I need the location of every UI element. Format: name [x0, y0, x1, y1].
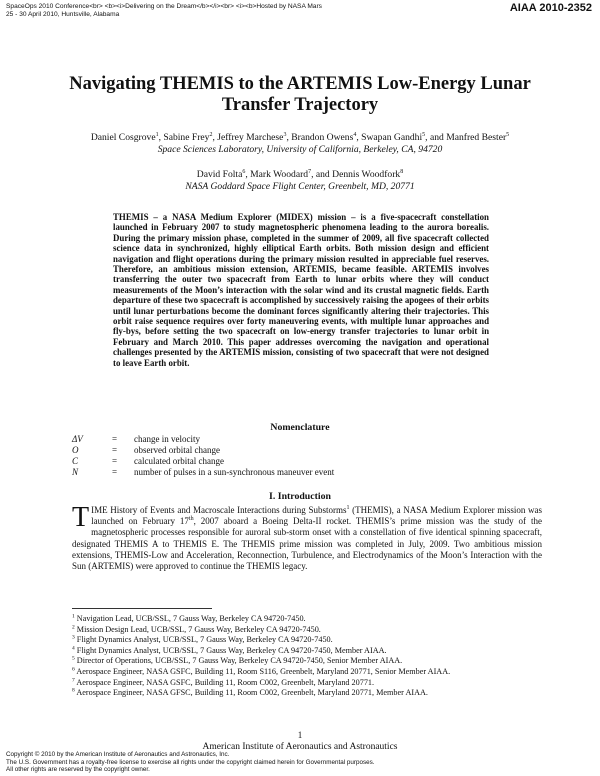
author-affil-mark: 2: [209, 131, 213, 138]
affiliation-1: Space Sciences Laboratory, University of California, Berkeley, CA, 94720: [157, 144, 443, 155]
nomenclature-symbol: C: [72, 456, 79, 466]
author-block-2: [0, 169, 600, 193]
author-affil-mark: 4: [353, 131, 357, 138]
footnote-number: 5: [72, 655, 75, 662]
author-separator: ,: [158, 132, 164, 143]
author-separator: ,: [212, 132, 218, 143]
conference-line-2: 25 - 30 April 2010, Huntsville, Alabama: [6, 11, 120, 18]
nomenclature-row: [72, 434, 200, 445]
intro-text-start: IME History of Events and Macroscale Interactions during Substorms: [91, 505, 347, 515]
title-line-2: Transfer Trajectory: [221, 95, 379, 115]
author-affil-mark: 8: [400, 168, 404, 175]
author-separator: ,: [245, 169, 251, 180]
footnote-number: 1: [72, 613, 75, 620]
conference-header: [6, 3, 322, 19]
nomenclature-equals: =: [112, 434, 118, 444]
author-separator: ,: [286, 132, 292, 143]
intro-text-mid: (THEMIS), a NASA Medium Explorer mission was launched on February 17: [91, 505, 542, 527]
footer-institute: American Institute of Aeronautics and Astronautics: [202, 742, 398, 752]
footnote: [72, 625, 321, 635]
footnote: [72, 646, 387, 656]
author-affil-mark: 1: [155, 131, 159, 138]
footnote-text: Mission Design Lead, UCB/SSL, 7 Gauss Way, Berkeley CA 94720-7450.: [74, 624, 321, 634]
page-number: 1: [297, 730, 303, 740]
author-affil-mark: 5: [506, 131, 510, 138]
intro-paragraph: [72, 502, 542, 572]
author-name: Swapan Gandhi: [361, 132, 423, 143]
author-affil-mark: 6: [242, 168, 246, 175]
nomenclature-equals: =: [112, 467, 118, 477]
author-affil-mark: 7: [308, 168, 312, 175]
footnote-number: 8: [72, 687, 75, 694]
footnote: [72, 614, 306, 624]
author-affil-mark: 5: [422, 131, 426, 138]
nomenclature-row: [72, 456, 224, 467]
footnote-text: Aerospace Engineer, NASA GFSC, Building 11, Room C002, Greenbelt, Maryland 20771, Member AIAA.: [74, 688, 428, 698]
nomenclature-equals: =: [112, 445, 118, 455]
nomenclature-row: [72, 445, 220, 456]
footnote-text: Director of Operations, UCB/SSL, 7 Gauss Way, Berkeley CA 94720-7450, Senior Member AIAA.: [74, 656, 403, 666]
intro-ref-1: 1: [346, 505, 350, 511]
nomenclature-symbol: N: [72, 467, 79, 477]
author-separator: ,: [356, 132, 362, 143]
footnote: [72, 635, 333, 645]
affiliation-2: NASA Goddard Space Flight Center, Greenbelt, MD, 20771: [185, 181, 415, 192]
author-name: David Folta: [196, 169, 243, 180]
author-name: Sabine Frey: [163, 132, 210, 143]
footnote-text: Flight Dynamics Analyst, UCB/SSL, 7 Gauss Way, Berkeley CA 94720-7450, Member AIAA.: [74, 645, 387, 655]
paper-id: AIAA 2010-2352: [509, 2, 592, 14]
section-heading: I. Introduction: [269, 491, 331, 502]
author-name: Manfred Bester: [446, 132, 507, 143]
author-separator: , and: [311, 169, 333, 180]
footnote: [72, 656, 402, 666]
author-name: Daniel Cosgrove: [90, 132, 156, 143]
nomenclature-equals: =: [112, 456, 118, 466]
abstract: THEMIS – a NASA Medium Explorer (MIDEX) mission – is a five-spacecraft constellation launched in February 2007 to study magnetospheric phenomena leading to the aurora borealis. During the primary mission phase, completed in the summer of 2009, all five spacecraft collected science data in synchronized, highly elliptical Earth orbits. Both mission design and efficient navigation and flight operations during the primary mission resulted in appreciable fuel reserves. Therefore, an ambitious mission extension, ARTEMIS, became feasible. ARTEMIS involves transferring the outer two spacecraft from Earth to lunar orbits where they will conduct measurements of the Moon’s interaction with the solar wind and its crustal magnetic fields. Earth departure of these two spacecraft is accomplished by successively raising the apogees of their orbits until lunar perturbations become the dominant forces significantly altering their trajectories. This orbit raise sequence requires over forty maneuvering events, with multiple lunar approaches and fly-bys, before setting the two spacecraft on low-energy transfer trajectories to lunar orbit in February and March 2010. This paper addresses overcoming the navigation and operational challenges presented by the ARTEMIS mission, consisting of two spacecraft that were not designed to leave Earth orbit.: [113, 212, 489, 368]
nomenclature-description: change in velocity: [134, 434, 200, 444]
footnote-number: 7: [72, 676, 75, 683]
footnote: [72, 678, 374, 688]
nomenclature-symbol: O: [72, 445, 79, 455]
nomenclature-description: number of pulses in a sun-synchronous maneuver event: [134, 467, 335, 477]
footnote: [72, 667, 450, 677]
footnote-text: Navigation Lead, UCB/SSL, 7 Gauss Way, Berkeley CA 94720-7450.: [74, 614, 306, 623]
nomenclature-symbol: ΔV: [72, 434, 83, 444]
nomenclature-row: [72, 467, 334, 478]
footnote-text: Aerospace Engineer, NASA GSFC, Building 11, Room C002, Greenbelt, Maryland 20771.: [74, 677, 375, 687]
intro-ordinal: th: [188, 516, 194, 523]
author-block-1: [0, 132, 600, 156]
copyright-line-3: All other rights are reserved by the copyright owner.: [6, 766, 150, 774]
author-name: Dennis Woodfork: [332, 169, 401, 180]
author-list-1: [0, 132, 600, 144]
copyright-line-1: Copyright © 2010 by the American Institute of Aeronautics and Astronautics, Inc.: [6, 751, 230, 758]
footnote-number: 3: [72, 634, 75, 641]
title-line-1: Navigating THEMIS to the ARTEMIS Low-Energy Lunar: [69, 74, 531, 94]
author-name: Mark Woodard: [250, 169, 309, 180]
nomenclature-description: calculated orbital change: [134, 456, 224, 466]
nomenclature-heading: Nomenclature: [270, 422, 330, 433]
footnote-number: 2: [72, 623, 75, 630]
drop-cap: T: [72, 502, 90, 533]
copyright-notice: [6, 751, 375, 774]
footnote-number: 6: [72, 666, 75, 673]
footnote-number: 4: [72, 645, 75, 652]
footnote-text: Flight Dynamics Analyst, UCB/SSL, 7 Gauss Way, Berkeley CA 94720-7450.: [74, 635, 333, 645]
paper-title: [0, 74, 600, 116]
nomenclature-description: observed orbital change: [134, 445, 220, 455]
footnote-divider: [72, 608, 212, 609]
author-name: Brandon Owens: [291, 132, 354, 143]
author-list-2: [0, 169, 600, 181]
footnote: [72, 688, 428, 698]
copyright-line-2: The U.S. Government has a royalty-free license to exercise all rights under the copyright claimed herein for Governmental purposes.: [6, 758, 375, 766]
intro-text-end: , 2007 aboard a Boeing Delta-II rocket. THEMIS’s prime mission was the study of the magnetospheric processes responsible for auroral sub-storm onset with a constellation of five identical spinning spacecraft, designated THEMIS A to THEMIS E. The THEMIS prime mission was completed in July, 2009. Two ambitious mission extensions, THEMIS-Low and Acceleration, Reconnection, Turbulence, and Electrodynamics of the Moon’s Interaction with the Sun (ARTEMIS) were approved to continue the THEMIS legacy.: [72, 516, 542, 572]
author-affil-mark: 3: [283, 131, 287, 138]
conference-line-1: SpaceOps 2010 Conference<br> <b><i>Delivering on the Dream</b></i><br> <i><b>Hosted by NASA Mars: [6, 3, 322, 10]
footnote-text: Aerospace Engineer, NASA GSFC, Building 11, Room S116, Greenbelt, Maryland 20771, Senior Member AIAA.: [74, 667, 451, 676]
author-name: Jeffrey Marchese: [217, 132, 284, 143]
author-separator: , and: [425, 132, 447, 143]
